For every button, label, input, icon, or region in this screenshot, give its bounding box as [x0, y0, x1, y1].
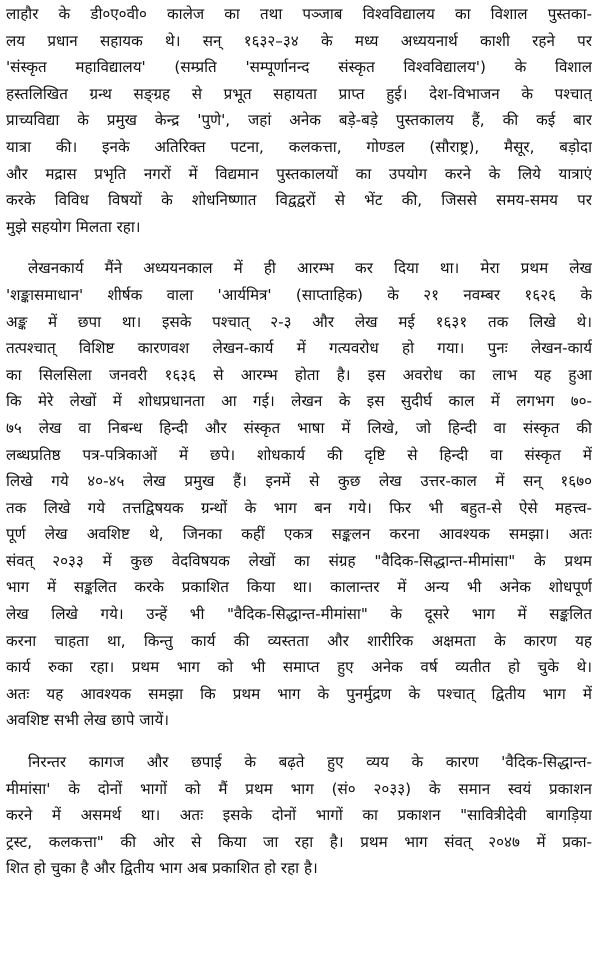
text-line: ७५ लेख वा निबन्ध हिन्दी और संस्कृत भाषा में लिखे, जो हिन्दी वा संस्कृत की [6, 418, 592, 437]
text-line: करने में असमर्थ था। अतः इसके दोनों भागों का प्रकाशन "सावित्रीदेवी बागड़िया [6, 806, 592, 825]
text-line: अतः यह आवश्यक समझा कि प्रथम भाग के पुनर्मुद्रण के पश्चात् द्वितीय भाग में [6, 684, 592, 703]
text-line: 'शङ्कासमाधान' शीर्षक वाला 'आर्यमित्र' (साप्ताहिक) के २१ नवम्बर १६२६ के [6, 285, 592, 304]
text-line: अवशिष्ट सभी लेख छापे जायें। [6, 711, 170, 730]
text-line: मुझे सहयोग मिलता रहा। [6, 217, 141, 236]
text-line: प्राच्यविद्या के प्रमुख केन्द्र 'पुणे', जहां अनेक बड़े-बड़े पुस्तकालय हैं, की कई बार [6, 111, 592, 130]
text-line: का सिलसिला जनवरी १६३६ से आरम्भ होता है। इस अवरोध का लाभ यह हुआ [6, 365, 592, 384]
text-line: लेख लिखे गये। उन्हें भी "वैदिक-सिद्धान्त-मीमांसा" के दूसरे भाग में सङ्कलित [6, 605, 592, 624]
text-line: कि मेरे लेखों में शोधप्रधानता आ गई। लेखन के इस सुदीर्घ काल में लगभग ७०- [6, 392, 592, 411]
text-line: लेखनकार्य मैंने अध्ययनकाल में ही आरम्भ कर दिया था। मेरा प्रथम लेख [28, 259, 592, 278]
text-line: भाग में सङ्कलित करके प्रकाशित किया था। कालान्तर में अन्य भी अनेक शोधपूर्ण [6, 578, 592, 597]
text-line: लय प्रधान सहायक थे। सन् १६३२–३४ के मध्य अध्ययनार्थ काशी रहने पर [6, 31, 592, 50]
text-line: अङ्क में छपा था। इसके पश्चात् २-३ और लेख मई १६३१ तक लिखे थे। [6, 312, 592, 331]
text-line: पूर्ण लेख अवशिष्ट थे, जिनका कहीं एकत्र सङ्कलन करना आवश्यक समझा। अतः [6, 525, 592, 544]
paragraph-1 [6, 1, 592, 240]
text-line: करके विविध विषयों के शोधनिष्णात विद्वद्वरों से भेंट की, जिससे समय-समय पर [6, 191, 592, 210]
text-line: और मद्रास प्रभृति नगरों में विद्यमान पुस्तकालयों का उपयोग करने के लिये यात्राएं [6, 164, 592, 183]
text-line: कार्य रुका रहा। प्रथम भाग को भी समाप्त हुए अनेक वर्ष व्यतीत हो चुके थे। [6, 658, 592, 677]
paragraph-2 [6, 255, 592, 734]
text-line: हस्तलिखित ग्रन्थ सङ्ग्रह से प्रभूत सहायता प्राप्त हुई। देश-विभाजन के पश्चात् [6, 84, 592, 103]
text-line: करना चाहता था, किन्तु कार्य की व्यस्तता और शारीरिक अक्षमता के कारण यह [6, 631, 592, 650]
text-line: तक लिखे गये तत्तद्विषयक ग्रन्थों के भाग बन गये। फिर भी बहुत-से ऐसे महत्त्व- [6, 498, 592, 517]
text-line: यात्रा की। इनके अतिरिक्त पटना, कलकत्ता, गोण्डल (सौराष्ट्र), मैसूर, बड़ोदा [6, 137, 592, 156]
text-line: मीमांसा' के दोनों भागों को मैं प्रथम भाग (सं० २०३३) के समान स्वयं प्रकाशन [6, 779, 592, 798]
text-line: निरन्तर कागज और छपाई के बढ़ते हुए व्यय के कारण 'वैदिक-सिद्धान्त- [28, 753, 592, 772]
text-line: लाहौर के डी०ए०वी० कालेज का तथा पञ्जाब विश्वविद्यालय का विशाल पुस्तका- [6, 5, 592, 23]
text-line: ट्रस्ट, कलकत्ता" की ओर से किया जा रहा है। प्रथम भाग संवत् २०४७ में प्रका- [6, 832, 592, 851]
text-line: शित हो चुका है और द्वितीय भाग अब प्रकाशित हो रहा है। [6, 859, 318, 878]
text-line: 'संस्कृत महाविद्यालय' (सम्प्रति 'सम्पूर्णानन्द संस्कृत विश्वविद्यालय') के विशाल [6, 58, 592, 77]
text-line: लिखे गये ४०-४५ लेख प्रमुख हैं। इनमें से कुछ लेख उत्तर-काल में सन् १६७० [6, 472, 592, 491]
text-line: तत्पश्चात् विशिष्ट कारणवश लेखन-कार्य में गत्यवरोध हो गया। पुनः लेखन-कार्य [6, 339, 592, 358]
paragraph-3 [6, 749, 592, 882]
text-line: संवत् २०३३ में कुछ वेदविषयक लेखों का संग्रह "वैदिक-सिद्धान्त-मीमांसा" के प्रथम [6, 551, 592, 570]
text-line: लब्धप्रतिष्ठ पत्र-पत्रिकाओं में छपे। शोधकार्य की दृष्टि से हिन्दी वा संस्कृत में [6, 445, 592, 464]
